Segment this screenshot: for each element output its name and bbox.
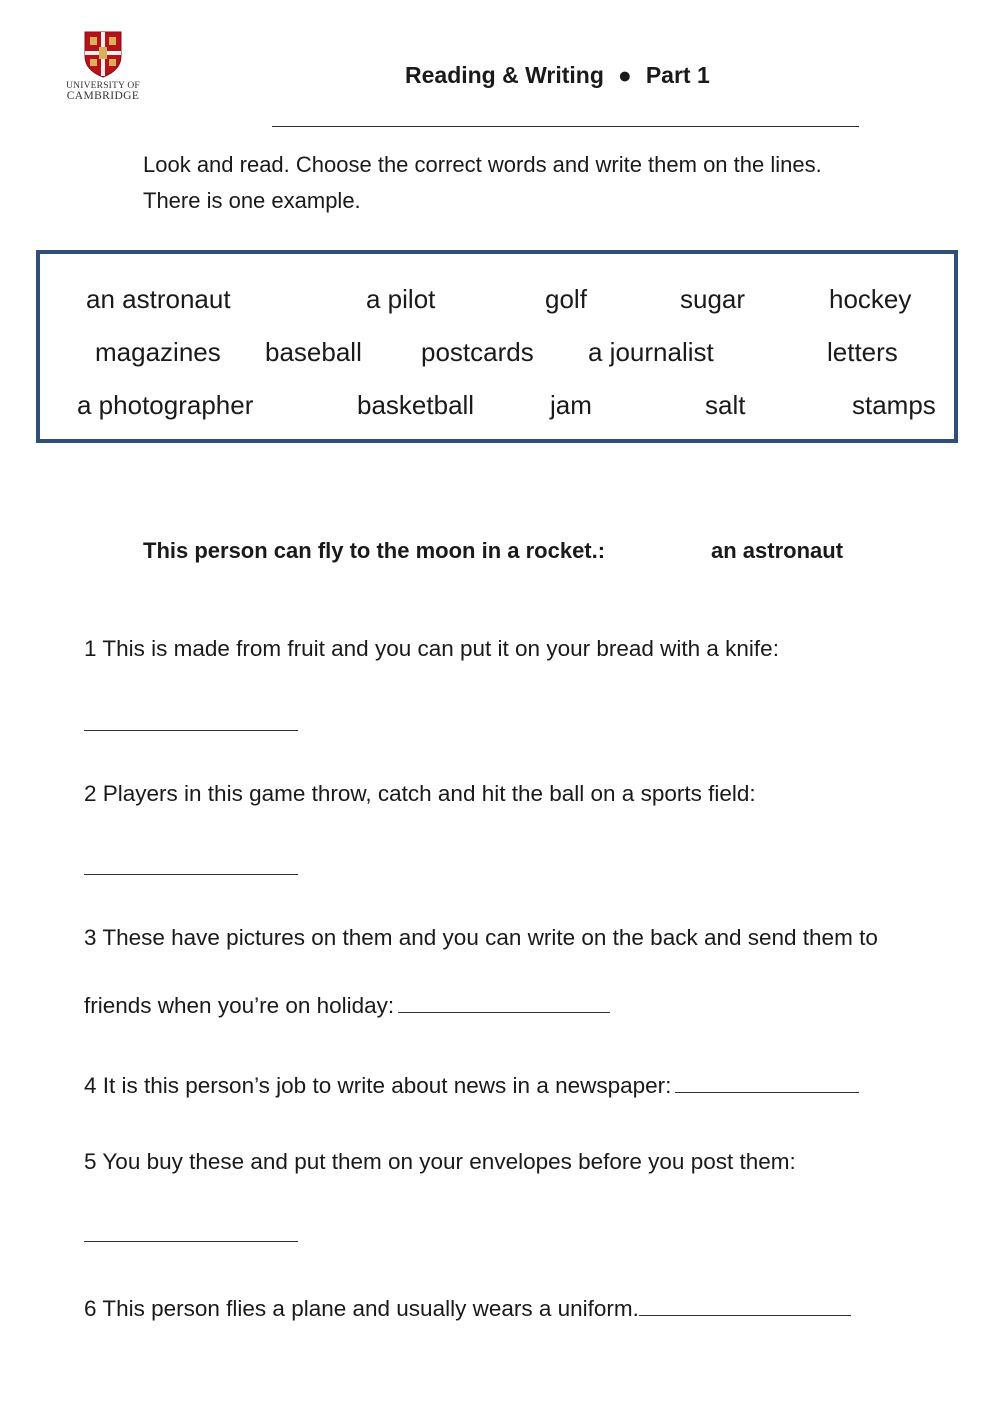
question-6: [84, 1293, 851, 1322]
word-bank-item: baseball: [265, 337, 362, 367]
question-3-text: friends when you’re on holiday:: [84, 993, 395, 1018]
word-bank-item: a journalist: [588, 337, 714, 367]
title-part: Part 1: [645, 62, 710, 88]
word-bank-item: magazines: [95, 337, 221, 367]
word-bank-item: hockey: [829, 284, 912, 314]
word-bank-item: basketball: [357, 390, 475, 420]
answer-line-3[interactable]: [398, 990, 610, 1013]
answer-line-5[interactable]: [84, 1241, 298, 1242]
instructions: [143, 147, 963, 219]
instructions-line-2: There is one example.: [143, 188, 361, 213]
word-bank-item: stamps: [852, 390, 936, 420]
question-3-line-1: 3 These have pictures on them and you can write on the back and send them to: [84, 925, 878, 950]
question-1: 1 This is made from fruit and you can put it on your bread with a knife:: [84, 636, 779, 661]
word-bank-box: [36, 250, 958, 443]
answer-line-6[interactable]: [639, 1293, 851, 1316]
answer-line-2[interactable]: [84, 874, 298, 875]
example-question: This person can fly to the moon in a rocket.:: [143, 538, 606, 563]
question-2: 2 Players in this game throw, catch and hit the ball on a sports field:: [84, 781, 756, 806]
word-bank-item: sugar: [680, 284, 746, 314]
question-6-text: 6 This person flies a plane and usually wears a uniform.: [84, 1296, 639, 1321]
question-5: 5 You buy these and put them on your envelopes before you post them:: [84, 1149, 796, 1174]
cambridge-shield-icon: [83, 30, 123, 78]
example-answer: an astronaut: [711, 538, 844, 563]
word-bank-item: an astronaut: [86, 284, 231, 314]
question-3-line-2: [84, 990, 610, 1019]
word-bank-item: jam: [550, 390, 592, 420]
bullet-icon: ●: [617, 62, 632, 88]
question-4: [84, 1070, 859, 1099]
logo-line-2: CAMBRIDGE: [66, 90, 140, 102]
cambridge-logo: [62, 30, 144, 101]
answer-line-4[interactable]: [675, 1070, 859, 1093]
word-bank-item: postcards: [421, 337, 534, 367]
word-bank-item: golf: [545, 284, 587, 314]
word-bank-item: letters: [827, 337, 898, 367]
word-bank-item: salt: [705, 390, 746, 420]
answer-line-1[interactable]: [84, 730, 298, 731]
word-bank-item: a pilot: [366, 284, 436, 314]
title-section: Reading & Writing: [405, 62, 604, 88]
question-4-text: 4 It is this person’s job to write about news in a newspaper:: [84, 1073, 672, 1098]
instructions-line-1: Look and read. Choose the correct words and write them on the lines.: [143, 152, 822, 177]
word-bank-item: a photographer: [77, 390, 254, 420]
header-rule: [272, 126, 859, 127]
logo-line-1: UNIVERSITY OF: [66, 81, 140, 91]
page-title: [405, 62, 710, 89]
